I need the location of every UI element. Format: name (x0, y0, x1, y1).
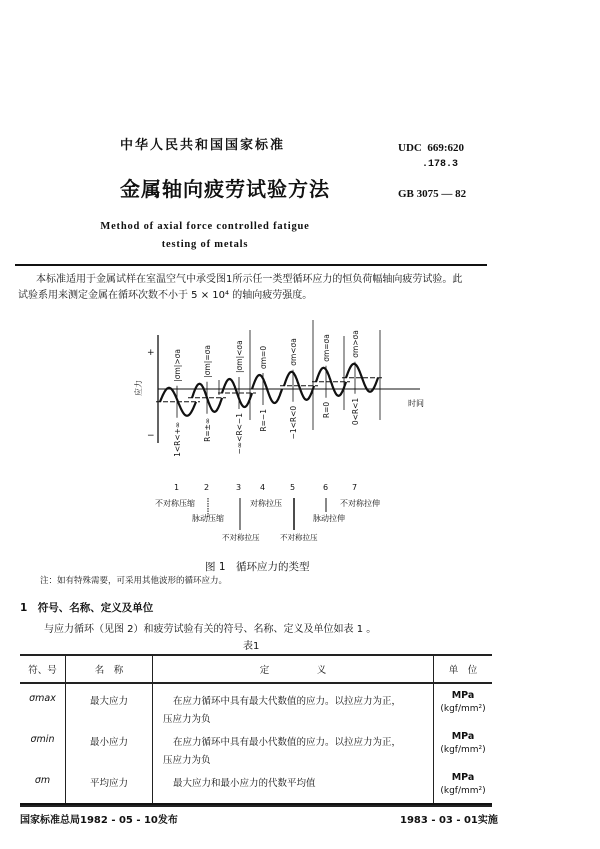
r-ratio-label: R=0 (322, 401, 331, 419)
definition-line2: 压应力为负 (163, 714, 211, 725)
intro-line2: 试验系用来测定金属在循环次数不小于 5 × 10⁴ 的轴向疲劳强度。 (18, 290, 313, 301)
unit (434, 766, 493, 806)
mean-condition-label: σm>σa (351, 330, 360, 358)
english-title-line2: testing of metals (161, 239, 249, 250)
udc-label: UDC (398, 142, 422, 154)
section-heading: 1 符号、名称、定义及单位 (20, 602, 154, 614)
r-ratio-label: R=−1 (259, 409, 268, 432)
plus-sign: + (147, 348, 155, 358)
group-label: 脉动拉伸 (313, 514, 345, 523)
y-axis-label: 应力 (134, 380, 143, 396)
r-ratio-label: R=±∞ (203, 417, 212, 442)
table-title: 表1 (243, 641, 260, 652)
page-title: 金属轴向疲劳试验方法 (120, 177, 330, 201)
standard-number: GB 3075 — 82 (398, 188, 467, 200)
definition (153, 766, 434, 806)
case-number: 4 (260, 483, 266, 492)
symbol: σm (20, 766, 66, 806)
unit-si: MPa (451, 772, 475, 783)
figure-caption: 图 1 循环应力的类型 (205, 561, 310, 573)
figure-note: 注：如有特殊需要，可采用其他波形的循环应力。 (40, 576, 228, 586)
unit-si: MPa (451, 690, 475, 701)
col-name: 名 称 (66, 655, 153, 683)
unit-kgf: (kgf/mm²) (440, 745, 486, 755)
r-ratio-label: 0<R<1 (351, 397, 360, 426)
group-label: 脉动压缩 (192, 514, 224, 523)
unit (434, 725, 493, 766)
name: 平均应力 (66, 766, 153, 806)
table-row (20, 725, 492, 766)
r-ratio-label: 1<R<+∞ (173, 421, 182, 457)
mean-condition-label: |σm|=σa (203, 345, 212, 378)
group-label: 不对称压缩 (155, 499, 195, 508)
case-number: 6 (323, 483, 329, 492)
table-row (20, 683, 492, 725)
effective-date: 1983 - 03 - 01实施 (400, 815, 498, 826)
name: 最小应力 (66, 725, 153, 766)
group-label: 不对称拉伸 (340, 499, 380, 508)
group-label: 对称拉压 (250, 499, 282, 508)
udc-line1: 669:620 (427, 142, 465, 154)
col-definition: 定 义 (153, 655, 434, 683)
r-ratio-label: −1<R<0 (289, 405, 298, 440)
case-number: 2 (204, 483, 210, 492)
case-number: 3 (236, 483, 242, 492)
minus-sign: − (147, 431, 155, 441)
case-number: 1 (174, 483, 180, 492)
intro-line1: 本标准适用于金属试样在室温空气中承受图1所示任一类型循环应力的恒负荷幅轴向疲劳试验。此 (36, 274, 463, 285)
group-label: 不对称拉压 (222, 533, 260, 542)
table-row (20, 766, 492, 806)
definition-line2: 压应力为负 (163, 755, 211, 766)
x-axis-label: 时间 (408, 399, 424, 408)
table-header-row (20, 655, 492, 683)
mean-condition-label: |σm|<σa (235, 340, 244, 373)
case-number: 5 (290, 483, 296, 492)
unit-si: MPa (451, 731, 475, 742)
issue-date: 国家标准总局1982 - 05 - 10发布 (20, 815, 178, 826)
unit-kgf: (kgf/mm²) (440, 704, 486, 714)
mean-condition-label: σm=0 (259, 345, 268, 369)
definition-line1: 最大应力和最小应力的代数平均值 (173, 778, 316, 789)
group-label: 不对称拉压 (280, 533, 318, 542)
symbol: σmin (20, 725, 66, 766)
mean-condition-label: σm<σa (289, 338, 298, 366)
unit-kgf: (kgf/mm²) (440, 786, 486, 796)
name: 最大应力 (66, 683, 153, 725)
symbols-table (20, 654, 492, 807)
udc-line2: .178.3 (422, 159, 459, 170)
symbol: σmax (20, 683, 66, 725)
definition (153, 725, 434, 766)
unit (434, 683, 493, 725)
definition (153, 683, 434, 725)
section-text: 与应力循环（见图 2）和疲劳试验有关的符号、名称、定义及单位如表 1 。 (44, 624, 377, 635)
footer-divider (20, 803, 492, 805)
english-title-line1: Method of axial force controlled fatigue (100, 221, 310, 232)
col-symbol: 符、号 (20, 655, 66, 683)
definition-line1: 在应力循环中具有最大代数值的应力。以拉应力为正， (173, 696, 402, 707)
mean-condition-label: |σm|>σa (173, 349, 182, 382)
case-number: 7 (352, 483, 358, 492)
country-standard-heading: 中华人民共和国国家标准 (120, 138, 286, 153)
mean-condition-label: σm=σa (322, 334, 331, 362)
col-unit: 单 位 (434, 655, 493, 683)
r-ratio-label: −∞<R<−1 (235, 413, 244, 455)
definition-line1: 在应力循环中具有最小代数值的应力。以拉应力为正， (173, 737, 402, 748)
